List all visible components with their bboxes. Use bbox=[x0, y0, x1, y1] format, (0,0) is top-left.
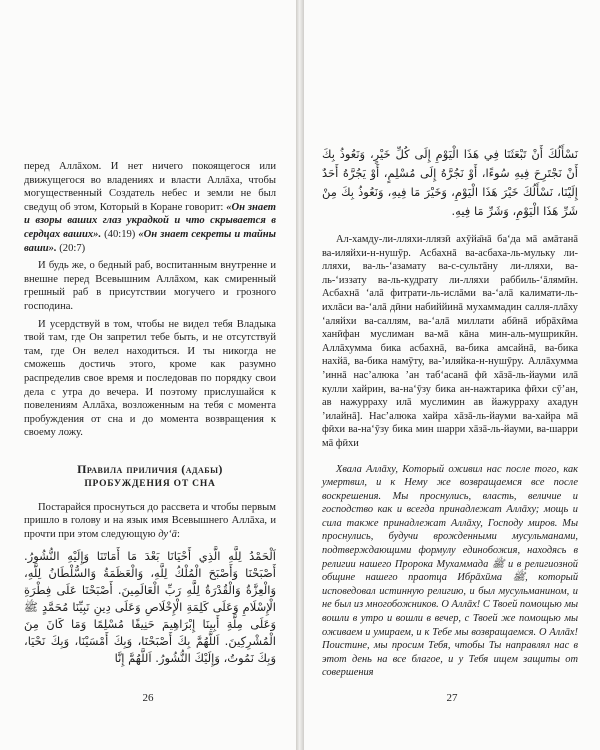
left-page bbox=[0, 0, 296, 750]
section-heading: Правила приличия (адабы) bbox=[77, 461, 223, 476]
paragraph-text: : bbox=[176, 529, 180, 541]
arabic-dua-text: اَلْحَمْدُ لِلَّهِ الَّذِي أَحْيَانَا بَعْدَ مَا أَمَاتَنَا وَإِلَيْهِ النُّشُورُ. أَصْبَحْنَا وَأَصْبَحَ الْمُلْكُ لِلَّهِ، وَالْعَظَمَةُ وَالسُّلْطَانُ لِلَّهِ، وَالْعِزَّةُ وَالْقُدْرَةُ لِلَّهِ رَبِّ الْعَالَمِينَ. أَصْبَحْنَا عَلَى فِطْرَةِ الْإِسْلَامِ وَعَلَى كَلِمَةِ الْإِخْلَاصِ وَعَلَى دِينِ نَبِيِّنَا مُحَمَّدٍ ﷺ وَعَلَى مِلَّةِ أَبِينَا إِبْرَاهِيمَ حَنِيفًا مُسْلِمًا وَمَا كَانَ مِنَ الْمُشْرِكِينَ. اَللَّهُمَّ بِكَ أَصْبَحْنَا، وَبِكَ أَمْسَيْنَا، وَبِكَ نَحْيَا، وَبِكَ نَمُوتُ، وَإِلَيْكَ النُّشُورُ. اَللَّهُمَّ إِنَّا bbox=[24, 548, 276, 665]
left-paragraph-2: И будь же, о бедный раб, воспитанным внутренне и внешне перед Всевышним Аллāхом, как смиренный грешный раб в присутствии могучего и грозного господина. bbox=[24, 260, 276, 312]
left-paragraph-3: И усердствуй в том, чтобы не видел тебя Владыка твой там, где Он запретил тебе быть, и не отсутствуй там, где Он велел находиться. И ты никогда не сможешь достичь этого, кроме как разумно распределив свое время и последовав по порядку свои дела с утра до вечера. И поэтому прислушайся к повелениям Аллāха, возложенным на тебя с момента пробуждения от сна и до момента возвращения к своему ложу. bbox=[24, 318, 276, 439]
paragraph-text: Постарайся проснуться до рассвета и чтобы первым пришло в голову и на язык имя Всевышнего Аллāха, и прочти при этом следующую bbox=[24, 501, 276, 541]
dua-term: ду‘ā bbox=[158, 529, 177, 541]
verse-reference: (40:19) bbox=[101, 228, 139, 240]
section-subheading: ПРОБУЖДЕНИЯ ОТ СНА bbox=[84, 478, 216, 489]
page-number-right: 27 bbox=[446, 692, 458, 704]
left-paragraph-4 bbox=[24, 501, 276, 542]
arabic-dua-continuation: نَسْأَلُكَ أَنْ تَبْعَثَنَا فِي هَذَا الْيَوْمِ إِلَى كُلِّ خَيْرٍ، وَنَعُوذُ بِكَ أَنْ نَجْتَرِحَ فِيهِ سُوءًا، أَوْ نَجُرَّهُ إِلَى مُسْلِمٍ، أَوْ يَجُرَّهُ أَحَدٌ إِلَيْنَا، نَسْأَلُكَ خَيْرَ هَذَا الْيَوْمِ، وَخَيْرَ مَا فِيهِ، وَنَعُوذُ بِكَ مِنْ شَرِّ هَذَا الْيَوْمِ، وَشَرِّ مَا فِيهِ. bbox=[322, 147, 578, 218]
translation: Хвала Аллāху, Который оживил нас после того, как умертвил, и к Нему же возвращаемся все после воскрешения. Мы проснулись, власть, величие и господство как и всегда принадлежат Аллāху; мощь и сила также принадлежат Аллāху, Господу миров. Мы проснулись, будучи врожденными мусульманами, подтверждающими формулу единобожия, находясь в религии нашего Пророка Мухаммада ﷺ и в религиозной общине нашего праотца Ибрāхӣма ﷺ, который исповедовал истинную религию, и был мусульманином, и не был из многобожников. О Аллāх! С Твоей помощью мы вошли в утро и вошли в вечер, с Твоей же помощью мы оживаем и умираем, и к Тебе мы возвращаемся. О Аллāх! Поистине, мы просим Тебя, чтобы Ты направлял нас в этот день на все благое, и у Тебя ищем защиты от совершения bbox=[322, 463, 579, 679]
quran-quote: «Он знает и взоры ваших глаз украдкой и что скрывается в сердцах ваших». bbox=[24, 201, 276, 240]
quran-quote: «Он знает секреты и тайны ваши». bbox=[24, 228, 277, 254]
transliteration: Ал-хамду-ли-лляхи-ллязӣ ахӯйа̄нā ба‘да мā амāтанā ва-иляйхи-н-нушӯр. Асбахнā ва-асбаха-ль-мульку ли-лляхи, ва-ль-‘азамату ва-с-сультāну ли-лляхи, ва-ль-‘иззату ва-ль-кудрату ли-лляхи раббиль-‘āлямӣн. Асбахнā ‘алā фитрати-ль-ислāми ва-‘алā калимати-ль-ихлāси ва-‘алā дӣни набиййинā мухаммадин салля-ллāху ‘аляйхи ва-саллям, ва-‘алā миллати абӣнā ибрāхӣма ханӣфан муслиман ва-мā кāна мин-аль-мушрикӣн. Аллāхумма бика асбахнā, ва-бика амсайнā, ва-бика нахйā, ва-бика намӯту, ва-’иляйка-н-нушӯру. Аллāхумма ’иннā нас’алюка ’ан таб‘асанā фӣ хāзā-ль-йауми илā кулли хайрин, ва-на‘ӯзу бика ан-нажтарика фӣхи сӯ’ан, ав нажурраху илā муслимин ав йажурраху ахадун ’илайнā]. Нас’алюка хайра хāзā-ль-йауми ва-хайра мā фӣхи ва-на‘ӯзу бика мин шарри хāзā-ль-йауми, ва-шарри мā фӣхи bbox=[322, 234, 578, 449]
left-paragraph-1 bbox=[24, 160, 276, 255]
book-gutter bbox=[296, 0, 304, 750]
right-page bbox=[304, 0, 600, 750]
verse-reference: (20:7) bbox=[56, 242, 86, 254]
page-number-left: 26 bbox=[142, 692, 154, 704]
paragraph-text: перед Аллāхом. И нет ничего покоящегося или движущегося во владениях и власти Аллāха, чтобы могущественный Создатель небес и земли не был сведущ об этом, Который в Коране говорит: bbox=[24, 161, 276, 213]
